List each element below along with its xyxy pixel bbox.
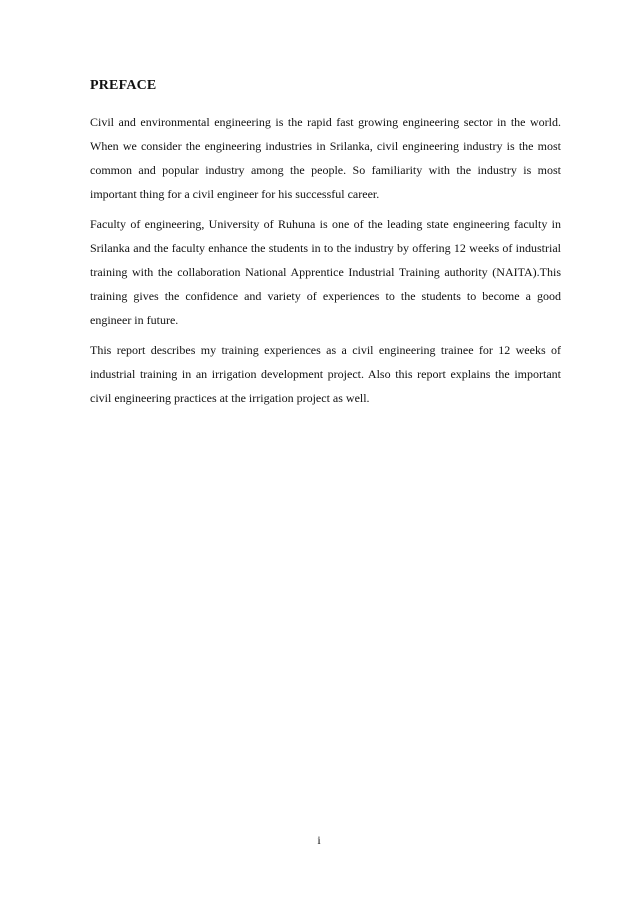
paragraph-report: This report describes my training experiences as a civil engineering trainee for 12 weeks of industrial training in an irrigation development project. Also this report explains the important civil engineering practices at the irrigation project as well. bbox=[90, 343, 561, 405]
page-content bbox=[90, 76, 561, 416]
paragraph-faculty: Faculty of engineering, University of Ruhuna is one of the leading state engineering faculty in Srilanka and the faculty enhance the students in to the industry by offering 12 weeks of industrial training with the collaboration National Apprentice Industrial Training authority (NAITA).This training gives the confidence and variety of experiences to the students to become a good engineer in future. bbox=[90, 217, 561, 327]
page-title: PREFACE bbox=[90, 78, 157, 93]
page-number: i bbox=[317, 833, 321, 847]
paragraph-intro: Civil and environmental engineering is the rapid fast growing engineering sector in the world. When we consider the engineering industries in Srilanka, civil engineering industry is the most common and popular industry among the people. So familiarity with the industry is most important thing for a civil engineer for his successful career. bbox=[90, 115, 561, 201]
